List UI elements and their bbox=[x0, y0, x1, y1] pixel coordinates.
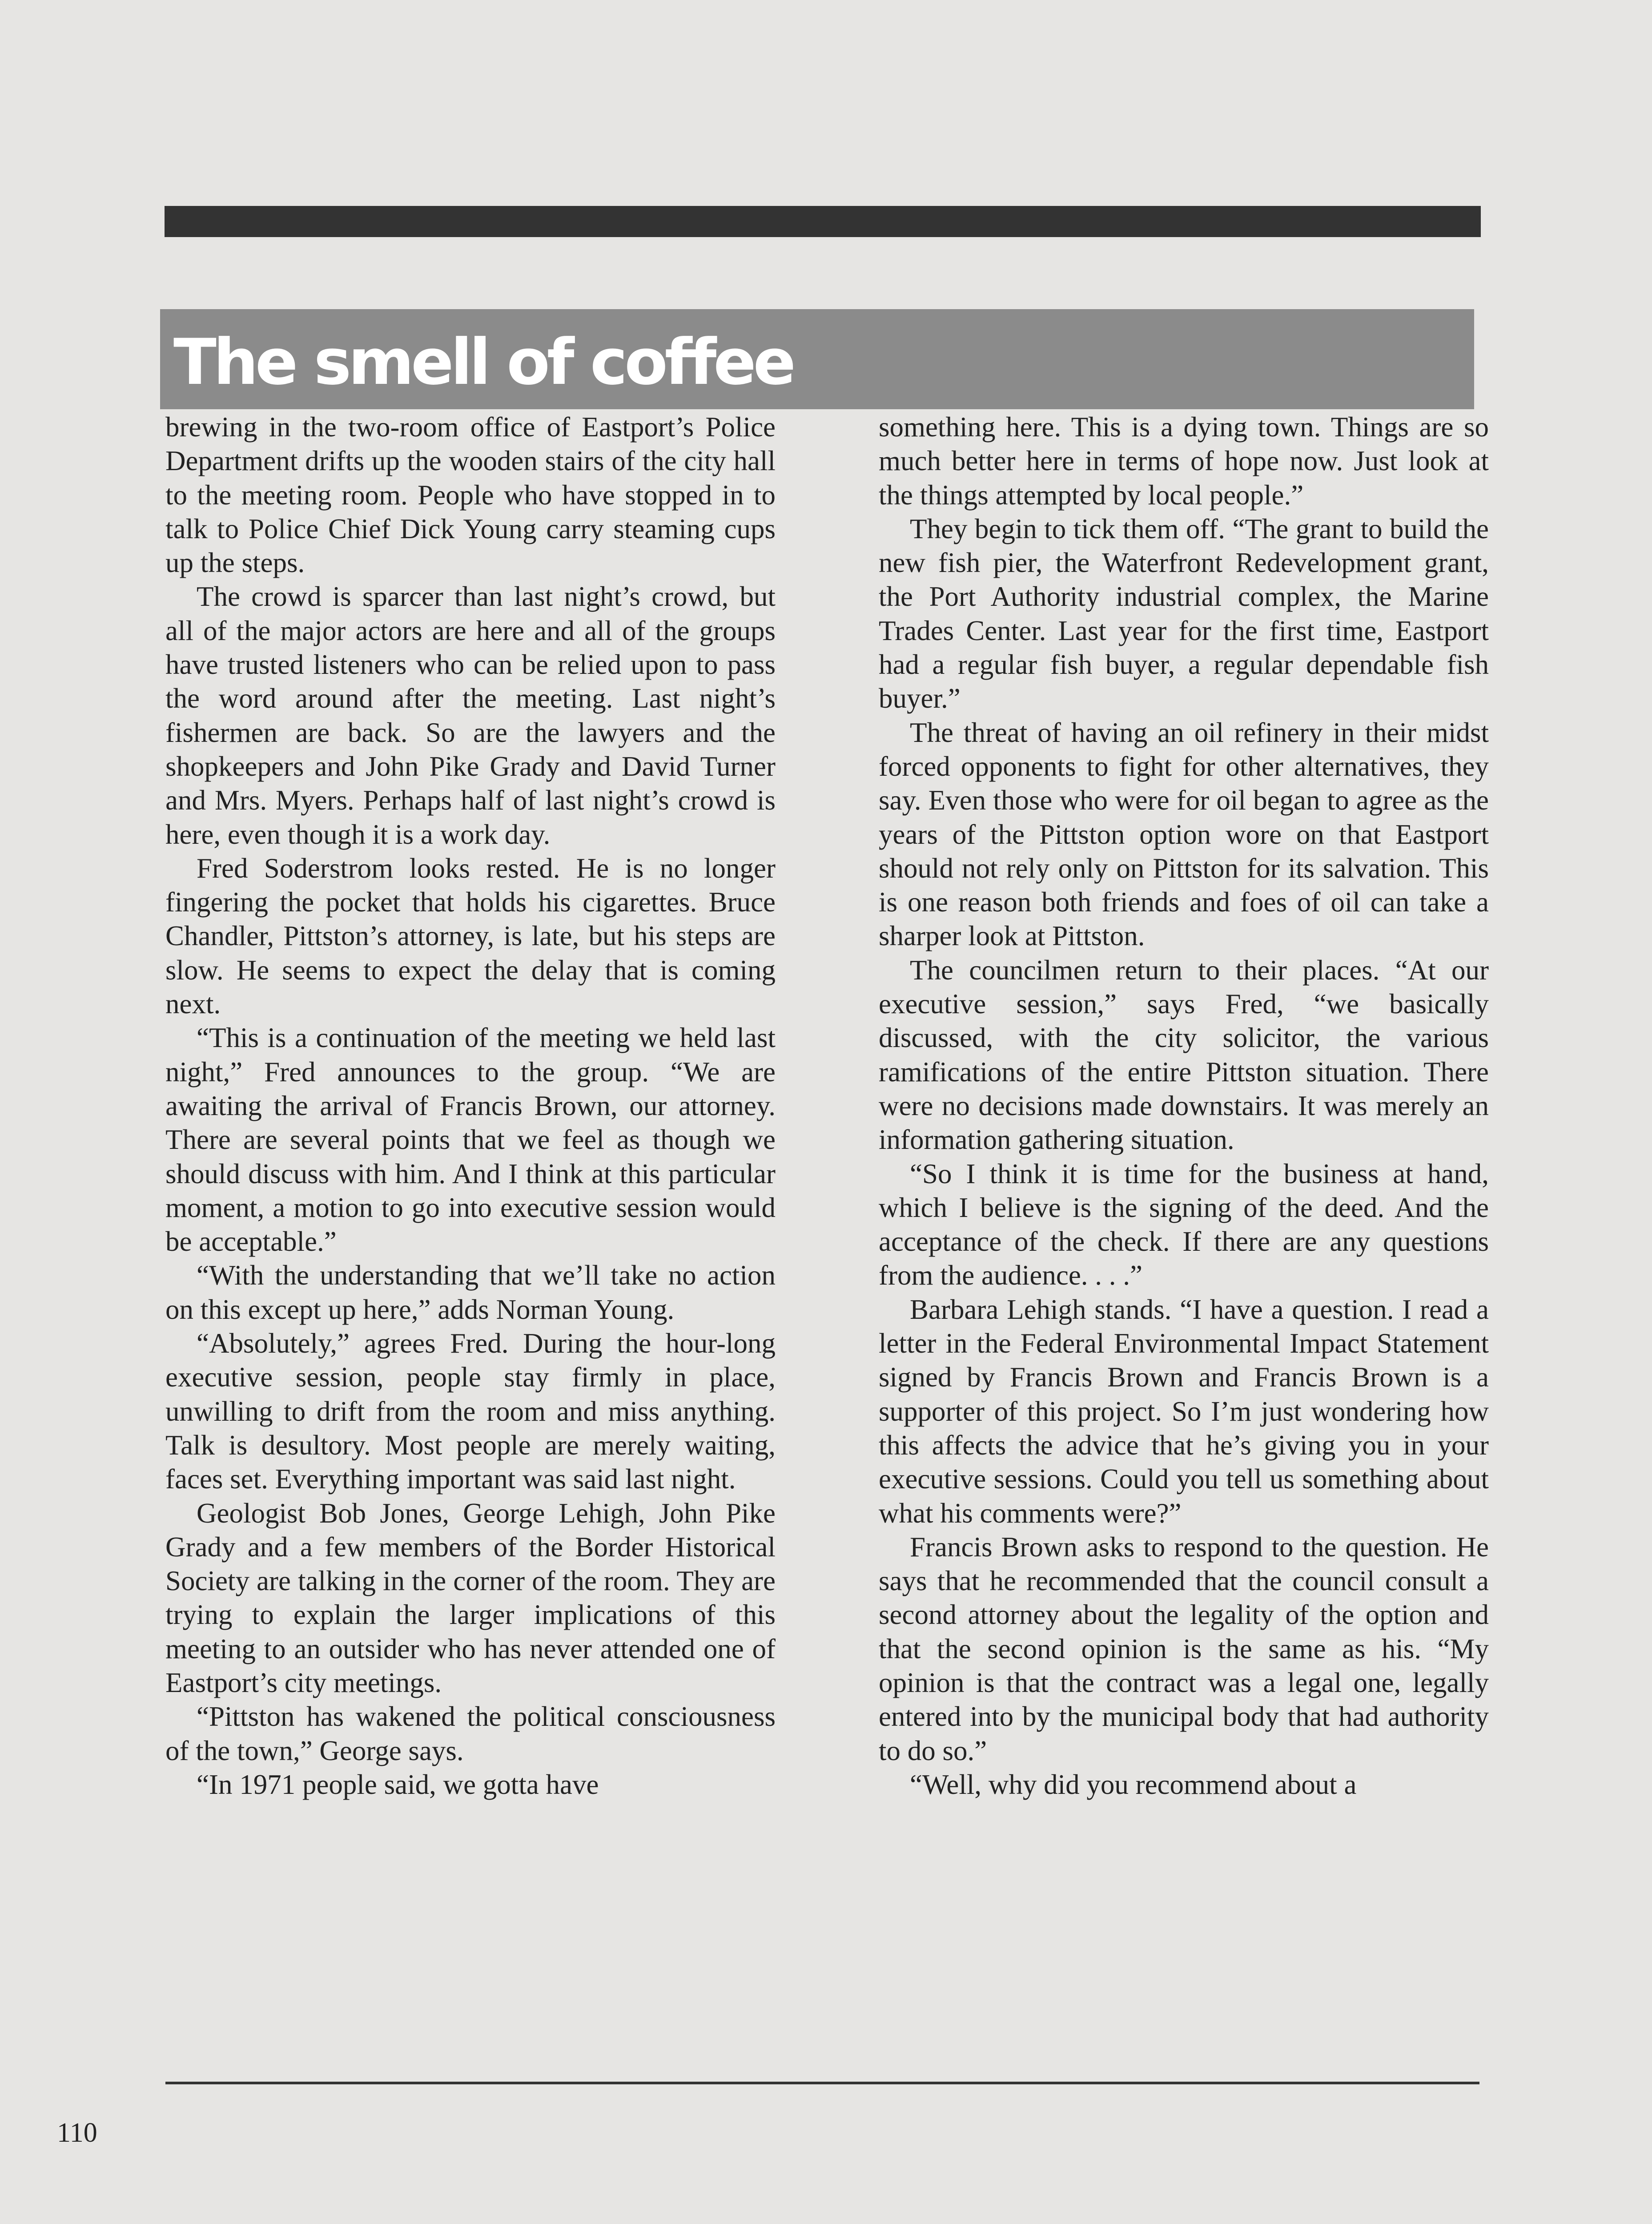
paragraph: Barbara Lehigh stands. “I have a question. I read a letter in the Federal Environmental Impact Statement signed by Francis Brown and Francis Brown is a supporter of this project. So I’m just wondering how this affects the advice that he’s giving you in your executive sessions. Could you tell us something about what his comments were?” bbox=[879, 1293, 1489, 1529]
page-number: 110 bbox=[57, 2118, 97, 2148]
paragraph: “Pittston has wakened the political consciousness of the town,” George says. bbox=[165, 1701, 776, 1766]
paragraph: brewing in the two-room office of Eastport’s Police Department drifts up the wooden stairs of the city hall to the meeting room. People who have stopped in to talk to Police Chief Dick Young carry steaming cups up the steps. bbox=[165, 411, 776, 579]
paragraph: “With the understanding that we’ll take no action on this except up here,” adds Norman Young. bbox=[165, 1260, 776, 1325]
paragraph: Geologist Bob Jones, George Lehigh, John Pike Grady and a few members of the Border Historical Society are talking in the corner of the room. They are trying to explain the larger implications of this meeting to an outsider who has never attended one of Eastport’s city meetings. bbox=[165, 1497, 776, 1698]
right-column bbox=[879, 410, 1489, 1801]
left-column bbox=[165, 410, 776, 1801]
top-rule bbox=[165, 206, 1481, 237]
paragraph: The threat of having an oil refinery in their midst forced opponents to fight for other alternatives, they say. Even those who were for oil began to agree as the years of the Pittston option wore on that Eastport should not rely only on Pittston for its salvation. This is one reason both friends and foes of oil can take a sharper look at Pittston. bbox=[879, 717, 1489, 952]
paragraph: something here. This is a dying town. Things are so much better here in terms of hope now. Just look at the things attempted by local people.” bbox=[879, 411, 1489, 511]
paragraph: “This is a continuation of the meeting we held last night,” Fred announces to the group. “We are awaiting the arrival of Francis Brown, our attorney. There are several points that we feel as though we should discuss with him. And I think at this particular moment, a motion to go into executive session would be acceptable.” bbox=[165, 1022, 776, 1257]
paragraph: “In 1971 people said, we gotta have bbox=[197, 1769, 599, 1800]
paragraph: “So I think it is time for the business at hand, which I believe is the signing of the deed. And the acceptance of the check. If there are any questions from the audience. . . .” bbox=[879, 1158, 1489, 1291]
bottom-rule bbox=[165, 2082, 1479, 2084]
headline: The smell of coffee bbox=[173, 326, 793, 399]
paragraph: They begin to tick them off. “The grant to build the new fish pier, the Waterfront Redevelopment grant, the Port Authority industrial complex, the Marine Trades Center. Last year for the first time, Eastport had a regular fish buyer, a regular dependable fish buyer.” bbox=[879, 513, 1489, 714]
paragraph: The councilmen return to their places. “At our executive session,” says Fred, “we basically discussed, with the city solicitor, the various ramifications of the entire Pittston situation. There were no decisions made downstairs. It was merely an information gathering situation. bbox=[879, 954, 1489, 1156]
paragraph: “Absolutely,” agrees Fred. During the hour-long executive session, people stay firmly in place, unwilling to drift from the room and miss anything. Talk is desultory. Most people are merely waiting, faces set. Everything important was said last night. bbox=[165, 1328, 776, 1495]
paragraph: “Well, why did you recommend about a bbox=[910, 1769, 1357, 1800]
paragraph: The crowd is sparcer than last night’s crowd, but all of the major actors are here and all of the groups have trusted listeners who can be relied upon to pass the word around after the meeting. Last night’s fishermen are back. So are the lawyers and the shopkeepers and John Pike Grady and David Turner and Mrs. Myers. Perhaps half of last night’s crowd is here, even though it is a work day. bbox=[165, 581, 776, 850]
paragraph: Francis Brown asks to respond to the question. He says that he recommended that the council consult a second attorney about the legality of the option and that the second opinion is the same as his. “My opinion is that the contract was a legal one, legally entered into by the municipal body that had authority to do so.” bbox=[879, 1531, 1489, 1766]
paragraph: Fred Soderstrom looks rested. He is no longer fingering the pocket that holds his cigarettes. Bruce Chandler, Pittston’s attorney, is late, but his steps are slow. He seems to expect the delay that is coming next. bbox=[165, 852, 776, 1020]
